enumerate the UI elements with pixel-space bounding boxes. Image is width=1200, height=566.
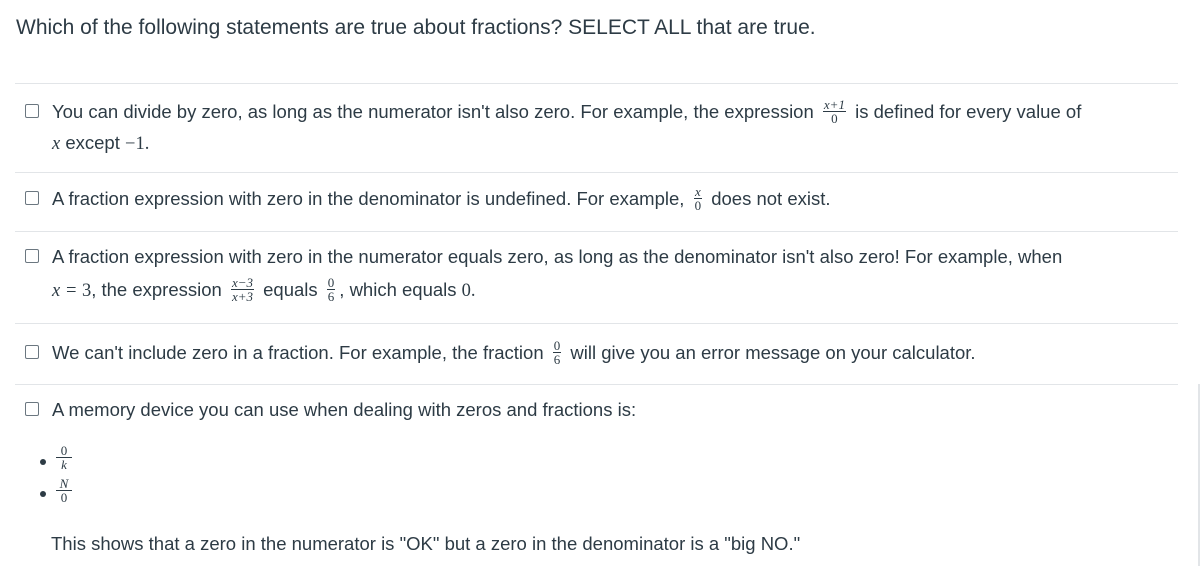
option-zero-denominator[interactable] (25, 182, 1175, 215)
option-text (52, 182, 1175, 215)
math-value: −1. (125, 134, 150, 154)
fraction-denominator: 6 (327, 288, 335, 304)
option-memory-device[interactable] (25, 393, 1175, 426)
option-text: A memory device you can use when dealing with zeros and fractions is: (52, 399, 637, 420)
option-text (52, 240, 1175, 273)
option-text-part: You can divide by zero, as long as the numerator isn't also zero. For example, the expression (52, 101, 814, 122)
question-prompt: Which of the following statements are true about fractions? SELECT ALL that are true. (16, 16, 816, 39)
option-text-line2 (52, 273, 1175, 308)
option-text-part: , the expression (91, 279, 222, 300)
option-zero-numerator[interactable] (25, 240, 1175, 306)
fraction-numerator: 0 (56, 444, 72, 458)
fraction-denominator: x+3 (231, 288, 253, 304)
fraction-denominator: k (61, 457, 67, 472)
option-checkbox[interactable] (25, 104, 39, 118)
option-text (52, 336, 1175, 369)
memory-device-conclusion: This shows that a zero in the numerator is "OK" but a zero in the denominator is a "big NO." (51, 533, 801, 554)
option-text-part: A fraction expression with zero in the numerator equals zero, as long as the denominator isn't also zero! For example, when (52, 246, 1063, 267)
fraction-numerator: 0 (553, 337, 561, 353)
fraction-denominator: 0 (60, 490, 68, 505)
bullet-icon (40, 491, 46, 497)
fraction-numerator: N (56, 477, 72, 491)
option-text-part: will give you an error message on your calculator. (570, 342, 976, 363)
option-text-part: We can't include zero in a fraction. For example, the fraction (52, 342, 544, 363)
option-checkbox[interactable] (25, 402, 39, 416)
option-divider (15, 83, 1178, 84)
option-divider (15, 323, 1178, 324)
math-value: 3 (81, 281, 92, 301)
option-text-part: equals (263, 279, 318, 300)
option-text-line2 (52, 126, 1175, 161)
fraction (56, 444, 72, 471)
fraction-denominator: 6 (553, 351, 561, 367)
option-text (52, 95, 1175, 128)
math-value: 0. (461, 281, 476, 301)
option-text-part: does not exist. (711, 188, 831, 209)
option-divider (15, 231, 1178, 232)
math-variable: x (52, 134, 61, 154)
option-text-part: A fraction expression with zero in the denominator is undefined. For example, (52, 188, 685, 209)
fraction (823, 98, 846, 125)
fraction (56, 477, 72, 504)
bullet-icon (40, 459, 46, 465)
math-variable: x = (52, 281, 82, 301)
option-zero-in-fraction[interactable] (25, 336, 1175, 369)
option-text-part: is defined for every value of (855, 101, 1082, 122)
fraction-denominator: 0 (694, 197, 702, 213)
fraction (694, 185, 703, 212)
option-checkbox[interactable] (25, 345, 39, 359)
option-text-part: except (65, 132, 120, 153)
option-checkbox[interactable] (25, 191, 39, 205)
option-checkbox[interactable] (25, 249, 39, 263)
option-divider (15, 384, 1178, 385)
option-divider (15, 172, 1178, 173)
fraction-numerator: 0 (327, 274, 335, 290)
fraction (553, 339, 562, 366)
option-text-part: , which equals (339, 279, 457, 300)
fraction (231, 276, 254, 303)
option-divide-by-zero[interactable] (25, 95, 1175, 155)
fraction (327, 276, 336, 303)
fraction-denominator: 0 (831, 110, 838, 126)
fraction-numerator: x−3 (231, 274, 253, 290)
fraction-numerator: x (694, 183, 701, 199)
fraction-numerator: x+1 (823, 96, 845, 112)
